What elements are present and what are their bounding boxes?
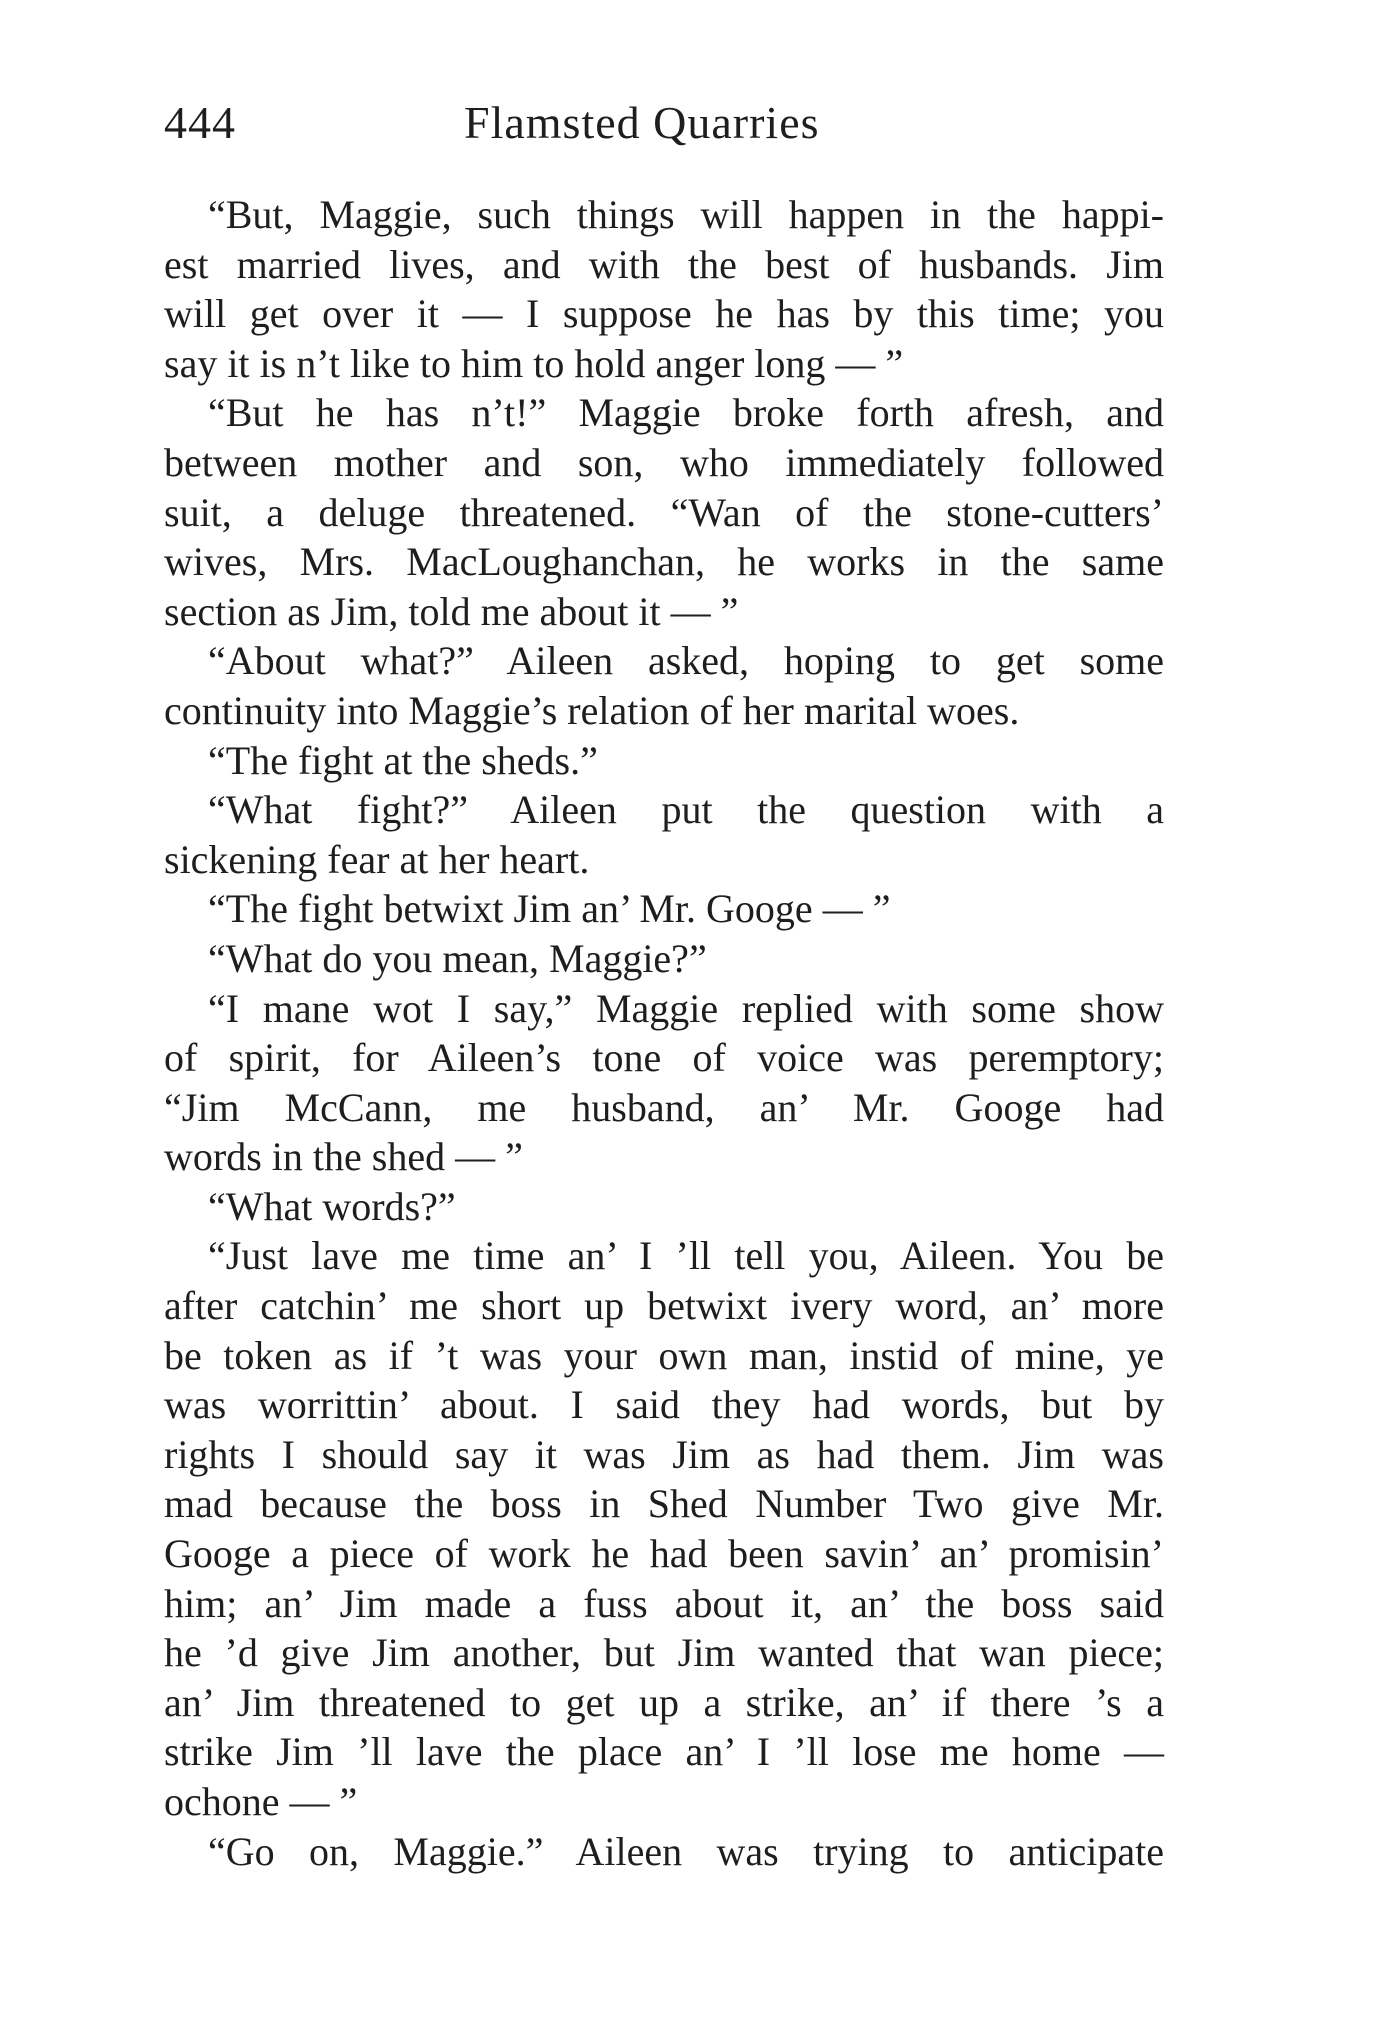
text-line: “I mane wot I say,” Maggie replied with some show <box>208 985 1164 1031</box>
text-line: between mother and son, who immediately followed <box>164 439 1164 485</box>
text-line: rights I should say it was Jim as had them. Jim was <box>164 1431 1164 1477</box>
text-line: “Jim McCann, me husband, an’ Mr. Googe had <box>164 1084 1164 1130</box>
text-line: will get over it — I suppose he has by this time; you <box>164 291 1164 337</box>
text-line: after catchin’ me short up betwixt ivery word, an’ more <box>164 1283 1164 1329</box>
text-line: be token as if ’t was your own man, instid of mine, ye <box>164 1332 1164 1378</box>
text-line: he ’d give Jim another, but Jim wanted that wan piece; <box>164 1630 1164 1676</box>
text-line: an’ Jim threatened to get up a strike, an’ if there ’s a <box>164 1679 1164 1725</box>
text-line: “About what?” Aileen asked, hoping to get some <box>208 638 1164 684</box>
text-line: say it is n’t like to him to hold anger long — ” <box>164 340 904 386</box>
text-line: “The fight betwixt Jim an’ Mr. Googe — ” <box>208 886 891 932</box>
text-line: him; an’ Jim made a fuss about it, an’ the boss said <box>164 1580 1164 1626</box>
running-title: Flamsted Quarries <box>464 97 820 148</box>
text-line: est married lives, and with the best of husbands. Jim <box>164 241 1164 287</box>
text-line: was worrittin’ about. I said they had words, but by <box>164 1382 1164 1428</box>
text-line: “Just lave me time an’ I ’ll tell you, Aileen. You be <box>208 1233 1164 1279</box>
text-line: mad because the boss in Shed Number Two give Mr. <box>164 1481 1164 1527</box>
text-line: strike Jim ’ll lave the place an’ I ’ll lose me home — <box>164 1729 1164 1775</box>
text-line: ochone — ” <box>164 1779 358 1824</box>
text-line: Googe a piece of work he had been savin’ an’ promisin’ <box>164 1531 1164 1577</box>
text-line: “The fight at the sheds.” <box>208 737 598 783</box>
text-line: of spirit, for Aileen’s tone of voice was peremptory; <box>164 1035 1164 1081</box>
text-line: “What fight?” Aileen put the question with a <box>208 787 1164 833</box>
text-line: “But, Maggie, such things will happen in the happi- <box>208 192 1164 237</box>
text-line: “Go on, Maggie.” Aileen was trying to anticipate <box>208 1828 1164 1874</box>
text-line: section as Jim, told me about it — ” <box>164 588 739 634</box>
text-line: wives, Mrs. MacLoughanchan, he works in the same <box>164 539 1164 585</box>
text-line: “What do you mean, Maggie?” <box>208 935 707 981</box>
text-line: sickening fear at her heart. <box>164 836 590 882</box>
body-text <box>164 190 1164 1876</box>
page-number: 444 <box>164 97 236 148</box>
page-header <box>164 96 1164 156</box>
text-line: suit, a deluge threatened. “Wan of the stone-cutters’ <box>164 489 1164 535</box>
text-line: continuity into Maggie’s relation of her marital woes. <box>164 687 1020 733</box>
text-line: “But he has n’t!” Maggie broke forth afresh, and <box>208 390 1164 436</box>
text-line: “What words?” <box>208 1183 456 1229</box>
text-line: words in the shed — ” <box>164 1134 523 1180</box>
